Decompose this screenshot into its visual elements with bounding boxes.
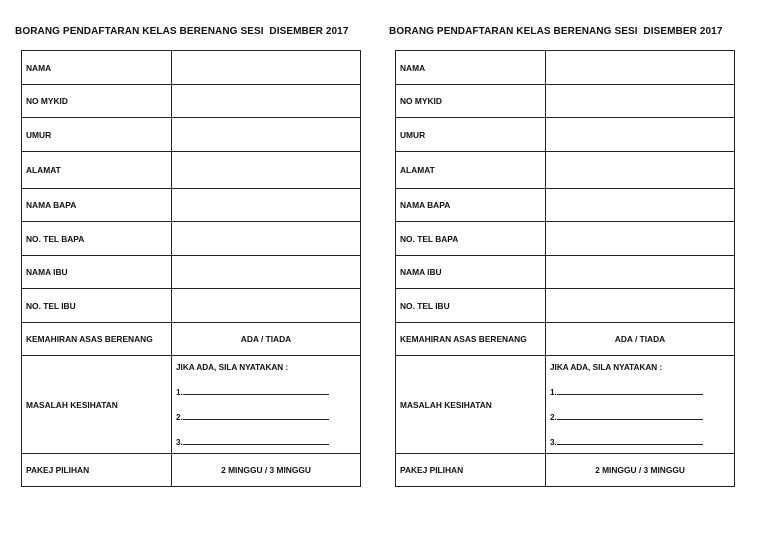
field-no-mykid[interactable] bbox=[172, 85, 361, 118]
label-nama-ibu: NAMA IBU bbox=[396, 256, 546, 289]
row-nama-ibu bbox=[22, 256, 361, 289]
label-no-mykid: NO MYKID bbox=[22, 85, 172, 118]
field-umur[interactable] bbox=[546, 118, 735, 152]
kemahiran-options[interactable]: ADA / TIADA bbox=[172, 323, 361, 356]
row-no-tel-bapa bbox=[22, 222, 361, 256]
row-no-mykid bbox=[22, 85, 361, 118]
row-alamat bbox=[22, 152, 361, 189]
field-alamat[interactable] bbox=[546, 152, 735, 189]
label-no-tel-ibu: NO. TEL IBU bbox=[396, 289, 546, 323]
label-no-tel-bapa: NO. TEL BAPA bbox=[396, 222, 546, 256]
health-intro: JIKA ADA, SILA NYATAKAN : bbox=[550, 362, 663, 372]
field-no-tel-ibu[interactable] bbox=[172, 289, 361, 323]
label-nama-ibu: NAMA IBU bbox=[22, 256, 172, 289]
field-nama[interactable] bbox=[546, 51, 735, 85]
field-nama-bapa[interactable] bbox=[172, 189, 361, 222]
row-umur bbox=[22, 118, 361, 152]
health-details-field[interactable] bbox=[172, 356, 361, 454]
row-nama-ibu bbox=[396, 256, 735, 289]
field-alamat[interactable] bbox=[172, 152, 361, 189]
label-nama: NAMA bbox=[396, 51, 546, 85]
label-alamat: ALAMAT bbox=[22, 152, 172, 189]
form-table bbox=[395, 50, 735, 487]
pakej-options[interactable]: 2 MINGGU / 3 MINGGU bbox=[546, 454, 735, 487]
health-intro: JIKA ADA, SILA NYATAKAN : bbox=[176, 362, 289, 372]
health-line-3[interactable]: 3. bbox=[176, 437, 356, 447]
field-nama-ibu[interactable] bbox=[546, 256, 735, 289]
label-no-tel-bapa: NO. TEL BAPA bbox=[22, 222, 172, 256]
label-alamat: ALAMAT bbox=[396, 152, 546, 189]
label-masalah-kesihatan: MASALAH KESIHATAN bbox=[396, 356, 546, 454]
field-no-mykid[interactable] bbox=[546, 85, 735, 118]
row-no-mykid bbox=[396, 85, 735, 118]
row-umur bbox=[396, 118, 735, 152]
kemahiran-options[interactable]: ADA / TIADA bbox=[546, 323, 735, 356]
row-no-tel-ibu bbox=[396, 289, 735, 323]
row-nama-bapa bbox=[22, 189, 361, 222]
row-nama-bapa bbox=[396, 189, 735, 222]
field-umur[interactable] bbox=[172, 118, 361, 152]
row-nama bbox=[396, 51, 735, 85]
health-line-2[interactable]: 2. bbox=[176, 412, 356, 422]
row-masalah-kesihatan bbox=[22, 356, 361, 454]
label-pakej-pilihan: PAKEJ PILIHAN bbox=[396, 454, 546, 487]
form-title: BORANG PENDAFTARAN KELAS BERENANG SESI DISEMBER 2017 bbox=[15, 26, 349, 37]
label-no-tel-ibu: NO. TEL IBU bbox=[22, 289, 172, 323]
label-nama-bapa: NAMA BAPA bbox=[22, 189, 172, 222]
health-line-1[interactable]: 1. bbox=[550, 387, 730, 397]
label-masalah-kesihatan: MASALAH KESIHATAN bbox=[22, 356, 172, 454]
field-no-tel-bapa[interactable] bbox=[172, 222, 361, 256]
form-title: BORANG PENDAFTARAN KELAS BERENANG SESI DISEMBER 2017 bbox=[389, 26, 723, 37]
field-nama[interactable] bbox=[172, 51, 361, 85]
label-pakej-pilihan: PAKEJ PILIHAN bbox=[22, 454, 172, 487]
row-no-tel-bapa bbox=[396, 222, 735, 256]
row-pakej-pilihan bbox=[396, 454, 735, 487]
label-no-mykid: NO MYKID bbox=[396, 85, 546, 118]
row-nama bbox=[22, 51, 361, 85]
label-kemahiran: KEMAHIRAN ASAS BERENANG bbox=[22, 323, 172, 356]
pakej-options[interactable]: 2 MINGGU / 3 MINGGU bbox=[172, 454, 361, 487]
label-kemahiran: KEMAHIRAN ASAS BERENANG bbox=[396, 323, 546, 356]
form-table bbox=[21, 50, 361, 487]
health-line-3[interactable]: 3. bbox=[550, 437, 730, 447]
row-masalah-kesihatan bbox=[396, 356, 735, 454]
health-line-2[interactable]: 2. bbox=[550, 412, 730, 422]
row-alamat bbox=[396, 152, 735, 189]
field-nama-bapa[interactable] bbox=[546, 189, 735, 222]
label-nama: NAMA bbox=[22, 51, 172, 85]
health-line-1[interactable]: 1. bbox=[176, 387, 356, 397]
label-umur: UMUR bbox=[396, 118, 546, 152]
row-kemahiran bbox=[22, 323, 361, 356]
field-no-tel-ibu[interactable] bbox=[546, 289, 735, 323]
label-nama-bapa: NAMA BAPA bbox=[396, 189, 546, 222]
field-no-tel-bapa[interactable] bbox=[546, 222, 735, 256]
row-pakej-pilihan bbox=[22, 454, 361, 487]
health-details-field[interactable] bbox=[546, 356, 735, 454]
field-nama-ibu[interactable] bbox=[172, 256, 361, 289]
row-no-tel-ibu bbox=[22, 289, 361, 323]
label-umur: UMUR bbox=[22, 118, 172, 152]
row-kemahiran bbox=[396, 323, 735, 356]
